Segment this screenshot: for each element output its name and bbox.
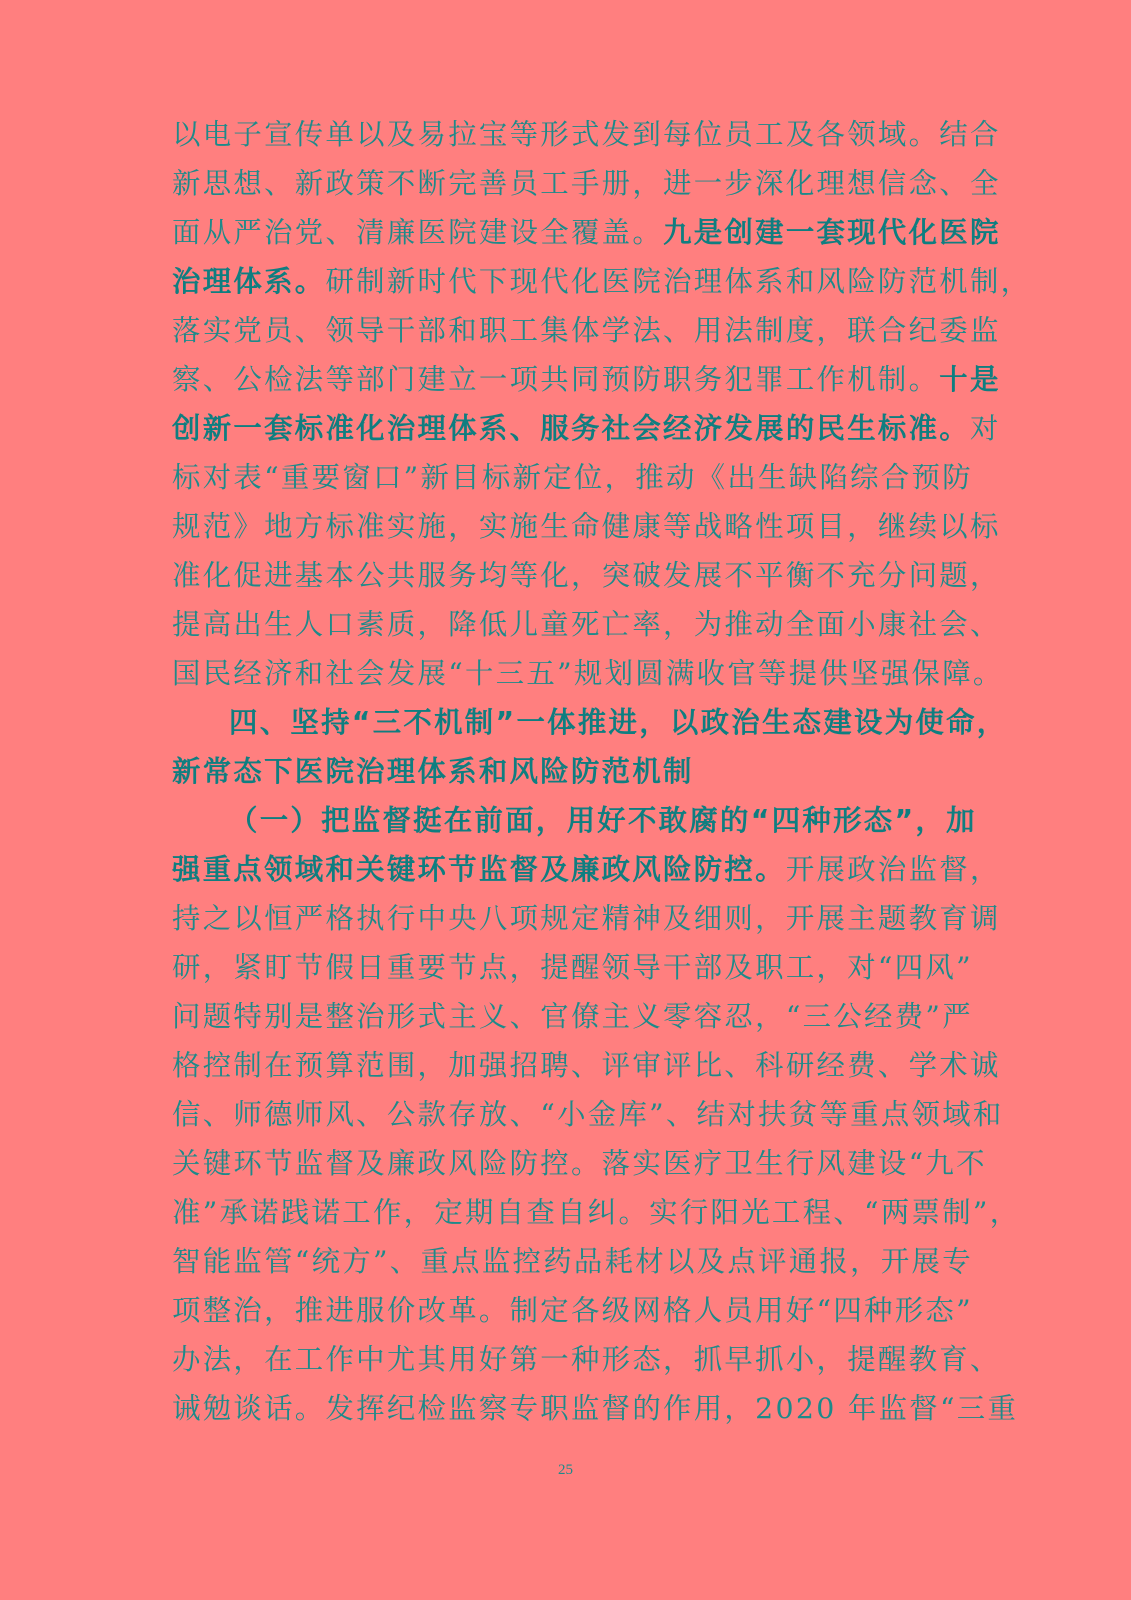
text-line xyxy=(172,1237,992,1286)
text-run: 智能监管“统方”、重点监控药品耗材以及点评通报，开展专 xyxy=(172,1245,973,1278)
text-run: 标对表“重要窗口”新目标新定位，推动《出生缺陷综合预防 xyxy=(172,461,973,494)
text-run: 准化促进基本公共服务均等化，突破发展不平衡不充分问题， xyxy=(172,559,1001,592)
text-line xyxy=(172,159,1001,208)
text-run: 办法，在工作中尤其用好第一种形态，抓早抓小，提醒教育、 xyxy=(172,1343,1001,1376)
text-run: 持之以恒严格执行中央八项规定精神及细则，开展主题教育调 xyxy=(172,902,1001,935)
text-line xyxy=(172,845,1001,894)
bold-text-run: 治理体系。 xyxy=(172,265,326,298)
text-line xyxy=(172,1335,1001,1384)
text-line xyxy=(172,208,1001,257)
text-run: 关键环节监督及廉政风险防控。落实医疗卫生行风建设“九不 xyxy=(172,1147,987,1180)
text-line xyxy=(172,306,1001,355)
text-line xyxy=(172,1041,1001,1090)
text-run: 准”承诺践诺工作，定期自查自纠。实行阳光工程、“两票制”， xyxy=(172,1196,1021,1229)
text-line xyxy=(172,649,1004,698)
bold-text-run: 强重点领域和关键环节监督及廉政风险防控。 xyxy=(172,853,786,886)
text-run: 诫勉谈话。发挥纪检监察专职监督的作用，2020 年监督“三重 xyxy=(172,1392,1019,1425)
bold-text-run: 新常态下医院治理体系和风险防范机制 xyxy=(172,755,694,788)
text-run: 研，紧盯节假日重要节点，提醒领导干部及职工，对“四风” xyxy=(172,951,973,984)
bold-text-run: （一）把监督挺在前面，用好不敢腐的“四种形态”，加 xyxy=(229,804,977,837)
text-line xyxy=(172,1139,992,1188)
bold-text-run: 四、坚持“三不机制”一体推进，以政治生态建设为使命， xyxy=(229,706,1008,739)
text-line xyxy=(172,600,1001,649)
text-line xyxy=(172,1188,1021,1237)
text-run: 以电子宣传单以及易拉宝等形式发到每位员工及各领域。结合 xyxy=(172,118,1001,151)
text-line xyxy=(172,404,1001,453)
text-run: 项整治，推进服价改革。制定各级网格人员用好“四种形态” xyxy=(172,1294,973,1327)
text-line xyxy=(172,453,992,502)
text-run: 提高出生人口素质，降低儿童死亡率，为推动全面小康社会、 xyxy=(172,608,1001,641)
page-number: 25 xyxy=(558,1462,573,1478)
text-run: 规范》地方标准实施，实施生命健康等战略性项目，继续以标 xyxy=(172,510,1001,543)
text-line xyxy=(172,551,1001,600)
text-run: 新思想、新政策不断完善员工手册，进一步深化理想信念、全 xyxy=(172,167,1001,200)
text-run: 察、公检法等部门建立一项共同预防职务犯罪工作机制。 xyxy=(172,363,940,396)
bold-text-run: 创新一套标准化治理体系、服务社会经济发展的民生标准。 xyxy=(172,412,970,445)
text-line xyxy=(172,943,992,992)
text-run: 国民经济和社会发展“十三五”规划圆满收官等提供坚强保障。 xyxy=(172,657,1004,690)
text-run: 落实党员、领导干部和职工集体学法、用法制度，联合纪委监 xyxy=(172,314,1001,347)
bold-text-run: 九是创建一套现代化医院 xyxy=(663,216,1001,249)
text-run: 对 xyxy=(969,412,1001,445)
text-line xyxy=(172,747,992,796)
text-line xyxy=(172,796,992,845)
text-run: 信、师德师风、公款存放、“小金库”、结对扶贫等重点领域和 xyxy=(172,1098,1004,1131)
text-line xyxy=(172,894,1001,943)
text-line xyxy=(172,992,992,1041)
text-line xyxy=(172,698,1008,747)
text-line xyxy=(172,110,1001,159)
text-run: 问题特别是整治形式主义、官僚主义零容忍，“三公经费”严 xyxy=(172,1000,973,1033)
text-line xyxy=(172,355,1001,404)
text-run: 面从严治党、清廉医院建设全覆盖。 xyxy=(172,216,664,249)
bold-text-run: 十是 xyxy=(939,363,1001,396)
text-run: 研制新时代下现代化医院治理体系和风险防范机制， xyxy=(325,265,1032,298)
text-line xyxy=(172,257,1032,306)
text-line xyxy=(172,1286,992,1335)
text-line xyxy=(172,1384,1019,1433)
text-line xyxy=(172,1090,1004,1139)
text-run: 格控制在预算范围，加强招聘、评审评比、科研经费、学术诚 xyxy=(172,1049,1001,1082)
body-text xyxy=(172,110,1032,1433)
text-run: 开展政治监督， xyxy=(785,853,1001,886)
text-line xyxy=(172,502,1001,551)
